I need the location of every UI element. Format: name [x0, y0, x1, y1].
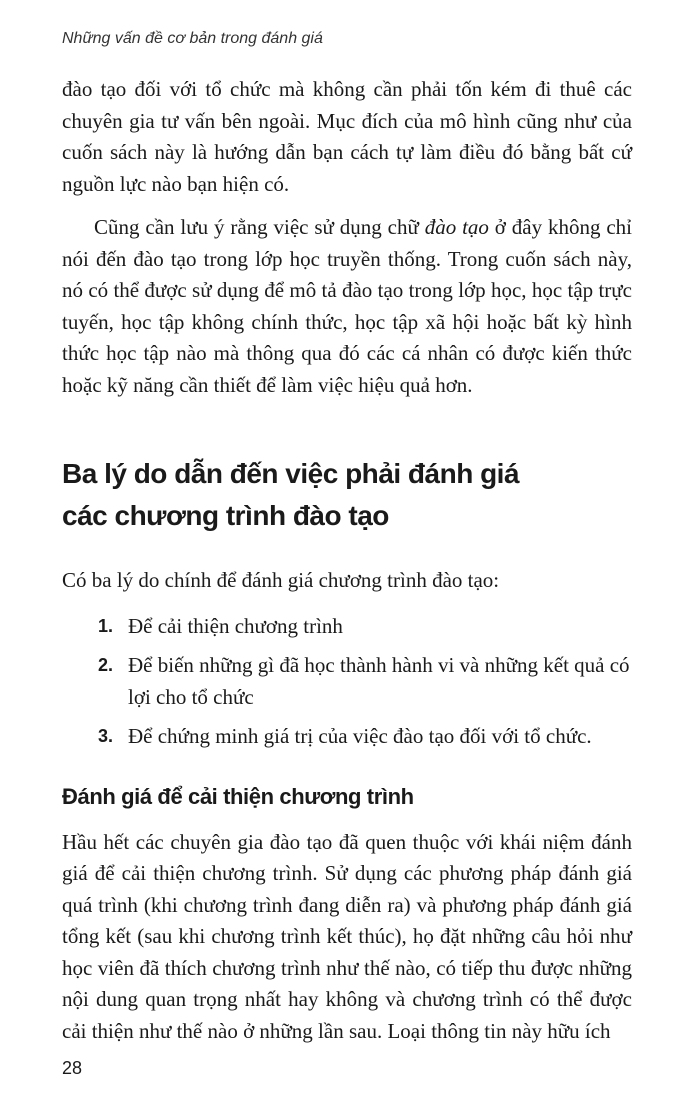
list-item-number: 3. — [98, 726, 114, 746]
list-item — [62, 650, 632, 713]
list-item-number: 2. — [98, 655, 114, 675]
list-item — [62, 721, 632, 753]
paragraph-text: Cũng cần lưu ý rằng việc sử dụng chữ — [94, 215, 425, 239]
paragraph-continuation: đào tạo đối với tổ chức mà không cần phải tốn kém đi thuê các chuyên gia tư vấn bên ngoài. Mục đích của mô hình cũng như của cuốn sách này là hướng dẫn bạn cách tự làm điều đó bằng bất cứ nguồn lực nào bạn hiện có. — [62, 77, 632, 196]
list-item-number: 1. — [98, 615, 114, 636]
page-body — [62, 74, 632, 1047]
reasons-list — [62, 611, 632, 753]
section-heading-line: Ba lý do dẫn đến việc phải đánh giá — [62, 458, 520, 489]
sub-heading: Đánh giá để cải thiện chương trình — [62, 783, 414, 809]
paragraph-program-improvement: Hầu hết các chuyên gia đào tạo đã quen thuộc với khái niệm đánh giá để cải thiện chương trình. Sử dụng các phương pháp đánh giá quá trình (khi chương trình đang diễn ra) và phương pháp đánh giá tổng kết (sau khi chương trình kết thúc), họ đặt những câu hỏi như học viên đã thích chương trình như thế nào, có tiếp thu được những nội dung quan trọng nhất hay không và chương trình có thể được cải thiện như thế nào ở những lần sau. Loại thông tin này hữu ích — [62, 829, 632, 1043]
paragraph-training-note — [62, 212, 632, 401]
section-heading-line: các chương trình đào tạo — [62, 500, 389, 531]
list-item-text: Để cải thiện chương trình — [128, 613, 343, 638]
section-heading — [62, 453, 632, 537]
page-number: 28 — [62, 1058, 83, 1078]
paragraph-text: ở đây không chỉ nói đến đào tạo trong lớp học truyền thống. Trong cuốn sách này, nó có thể được sử dụng để mô tả đào tạo trong lớp học, học tập trực tuyến, học tập không chính thức, học tập xã hội hoặc bất kỳ hình thức học tập nào mà thông qua đó các cá nhân có được kiến thức hoặc kỹ năng cần thiết để làm việc hiệu quả hơn. — [62, 215, 632, 397]
list-item-text: Để chứng minh giá trị của việc đào tạo đối với tổ chức. — [128, 724, 592, 748]
emphasis-text: đào tạo — [424, 215, 489, 239]
paragraph-intro: Có ba lý do chính để đánh giá chương trình đào tạo: — [62, 568, 500, 592]
list-item-text: Để biến những gì đã học thành hành vi và những kết quả có lợi cho tổ chức — [128, 653, 630, 709]
running-header: Những vấn đề cơ bản trong đánh giá — [62, 30, 323, 47]
list-item — [62, 611, 632, 643]
